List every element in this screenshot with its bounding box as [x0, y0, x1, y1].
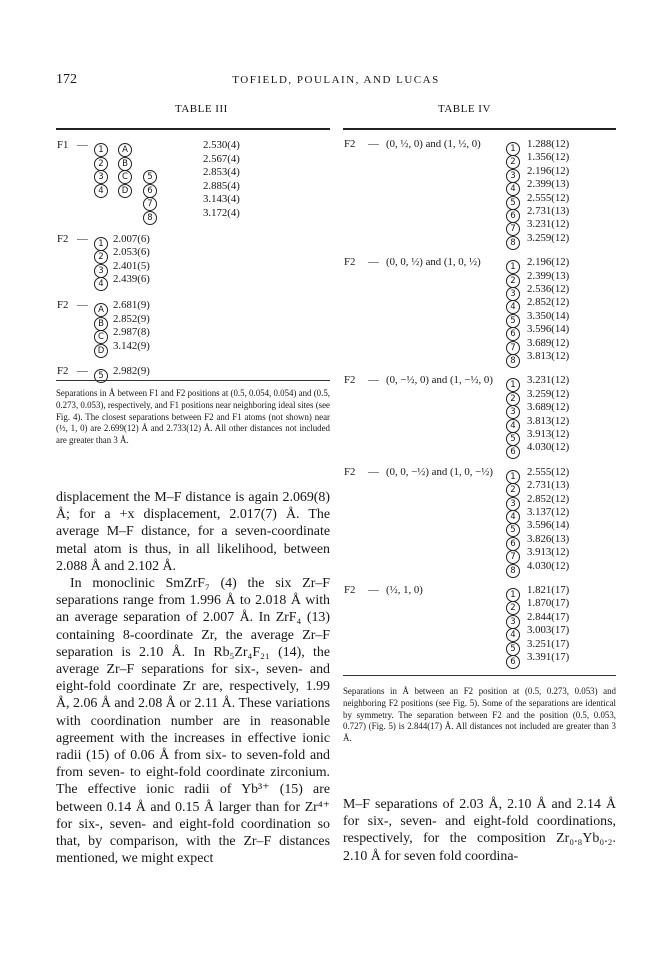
distance-value: 1.821(17)	[527, 584, 570, 596]
circled-label-2: 2	[506, 155, 520, 169]
table-row-label	[143, 207, 157, 225]
circled-label-c: C	[118, 170, 132, 184]
distance-value: 2.731(13)	[527, 479, 570, 492]
circled-label-5: 5	[506, 314, 520, 328]
position-label: (½, 1, 0)	[386, 584, 423, 596]
distance-value: 2.196(12)	[527, 164, 570, 177]
circled-label-3: 3	[506, 497, 520, 511]
distance-value: 3.172(4)	[203, 207, 240, 219]
distance-value: 2.844(17)	[527, 610, 570, 623]
circled-label-7: 7	[143, 197, 157, 211]
distance-value: 4.030(12)	[527, 441, 570, 454]
distance-value: 3.231(12)	[527, 218, 570, 231]
dash: —	[368, 584, 379, 596]
circled-label-3: 3	[506, 287, 520, 301]
circled-label-1: 1	[506, 260, 520, 274]
running-head: TOFIELD, POULAIN, AND LUCAS	[232, 74, 440, 86]
circled-label-5: 5	[506, 196, 520, 210]
distance-value: 2.885(4)	[203, 179, 240, 192]
distance-value: 3.596(14)	[527, 323, 570, 336]
dash: —	[77, 139, 88, 151]
distance-value: 3.142(9)	[113, 339, 150, 352]
distance-value: 1.870(17)	[527, 597, 570, 610]
table-row-label	[94, 273, 108, 291]
distance-value: 2.399(13)	[527, 269, 570, 282]
circled-label-7: 7	[506, 222, 520, 236]
circled-label-5: 5	[506, 432, 520, 446]
circled-label-8: 8	[506, 236, 520, 250]
right-paragraph-1: M–F separations of 2.03 Å, 2.10 Å and 2.14 Å for six-, seven- and eight-fold coordinations, respectively, for the composition Zr₀.₈Yb₀.₂. 2.10 Å for seven fold coordina-	[343, 797, 616, 864]
distance-value: 2.439(6)	[113, 273, 150, 286]
distance-value: 1.288(12)	[527, 138, 570, 150]
circled-label-7: 7	[506, 550, 520, 564]
distance-value: 3.689(12)	[527, 336, 570, 349]
distance-value: 3.813(12)	[527, 414, 570, 427]
table-iii-bottom-rule	[56, 380, 330, 381]
circled-label-6: 6	[143, 184, 157, 198]
table-iv-top-rule	[343, 128, 616, 130]
circled-label-1: 1	[506, 588, 520, 602]
circled-label-3: 3	[506, 405, 520, 419]
table-row-label	[506, 651, 520, 669]
circled-label-4: 4	[506, 628, 520, 642]
position-label: (0, 0, ½) and (1, 0, ½)	[386, 256, 481, 269]
distance-value: 3.350(14)	[527, 309, 570, 322]
atom-label: F2	[57, 232, 69, 245]
table-row-label	[94, 180, 108, 198]
distance-value: 3.137(12)	[527, 506, 570, 518]
circled-label-8: 8	[506, 564, 520, 578]
circled-label-3: 3	[506, 615, 520, 629]
circled-label-6: 6	[506, 537, 520, 551]
left-paragraph-2: In monoclinic SmZrF₇ (4) the six Zr–F separations range from 1.996 Å to 2.018 Å with an average separation of 2.007 Å. In ZrF₄ (13) containing 8-coordinate Zr, the average Zr–F separation is 2.10 Å. In Rb₅Zr₄F₂₁ (14), the average Zr–F separations for six-, seven- and eight-fold coordinate Zr are, respectively, 1.99 Å, 2.06 Å and 2.08 Å or 2.11 Å. These variations with coordination number are in reasonable agreement with the increases in effective ionic radii (15) of 0.06 Å from six- to seven-fold and from seven- to eight-fold coordinate zirconium. The effective ionic radii of Yb³⁺ (15) are between 0.14 Å and 0.15 Å larger than for Zr⁴⁺ for six-, seven- and eight-fold coordination so that, by comparison, with the Zr–F distances mentioned, we might expect	[56, 576, 330, 867]
distance-value: 3.913(12)	[527, 428, 570, 440]
atom-label: F2	[344, 256, 356, 269]
circled-label-b: B	[118, 157, 132, 171]
distance-value: 2.196(12)	[527, 256, 570, 269]
distance-value: 3.813(12)	[527, 350, 570, 362]
distance-value: 2.681(9)	[113, 299, 150, 311]
circled-label-a: A	[94, 303, 108, 317]
distance-value: 2.536(12)	[527, 283, 570, 295]
position-label: (0, 0, −½) and (1, 0, −½)	[386, 465, 493, 478]
circled-label-4: 4	[94, 277, 108, 291]
atom-label: F2	[344, 584, 356, 596]
distance-value: 2.555(12)	[527, 191, 570, 204]
circled-label-5: 5	[506, 523, 520, 537]
distance-value: 2.053(6)	[113, 246, 150, 259]
circled-label-3: 3	[94, 264, 108, 278]
circled-label-4: 4	[506, 300, 520, 314]
atom-label: F2	[344, 374, 356, 387]
circled-label-4: 4	[506, 510, 520, 524]
distance-value: 3.596(14)	[527, 519, 570, 532]
table-iv-title: TABLE IV	[438, 103, 491, 115]
distance-value: 2.852(12)	[527, 296, 570, 309]
distance-value: 2.852(12)	[527, 492, 570, 505]
circled-label-6: 6	[506, 209, 520, 223]
distance-value: 3.689(12)	[527, 401, 570, 414]
distance-value: 2.530(4)	[203, 139, 240, 151]
atom-label: F1	[57, 139, 69, 151]
dash: —	[368, 465, 379, 478]
distance-value: 3.913(12)	[527, 546, 570, 559]
distance-value: 3.003(17)	[527, 624, 570, 637]
left-column-text	[56, 489, 330, 867]
circled-label-1: 1	[506, 142, 520, 156]
table-row-label	[94, 340, 108, 358]
table-iii-top-rule	[56, 128, 330, 130]
distance-value: 2.731(13)	[527, 205, 570, 217]
circled-label-6: 6	[506, 327, 520, 341]
distance-value: 2.007(6)	[113, 232, 150, 245]
left-paragraph-1: displacement the M–F distance is again 2.069(8) Å; for a +x displacement, 2.017(7) Å. The average M–F distance, for a seven-coordinate metal atom is thus, in all likelihood, between 2.088 Å and 2.102 Å.	[56, 490, 330, 574]
circled-label-3: 3	[94, 170, 108, 184]
page-number: 172	[56, 72, 77, 87]
circled-label-4: 4	[94, 184, 108, 198]
distance-value: 3.231(12)	[527, 374, 570, 387]
circled-label-8: 8	[506, 354, 520, 368]
circled-label-1: 1	[94, 143, 108, 157]
circled-label-5: 5	[143, 170, 157, 184]
distance-value: 1.356(12)	[527, 151, 570, 164]
circled-label-7: 7	[506, 341, 520, 355]
table-row-label	[506, 232, 520, 250]
circled-label-1: 1	[94, 237, 108, 251]
circled-label-2: 2	[94, 250, 108, 264]
distance-value: 2.987(8)	[113, 326, 150, 339]
circled-label-6: 6	[506, 445, 520, 459]
circled-label-a: A	[118, 143, 132, 157]
distance-value: 2.567(4)	[203, 152, 240, 165]
distance-value: 2.401(5)	[113, 259, 150, 272]
dash: —	[77, 232, 88, 245]
circled-label-2: 2	[94, 157, 108, 171]
distance-value: 3.259(12)	[527, 231, 570, 244]
circled-label-6: 6	[506, 655, 520, 669]
circled-label-2: 2	[506, 274, 520, 288]
right-column-text	[343, 796, 616, 865]
atom-label: F2	[344, 465, 356, 478]
distance-value: 3.251(17)	[527, 637, 570, 650]
circled-label-2: 2	[506, 601, 520, 615]
dash: —	[77, 365, 88, 378]
circled-label-4: 4	[506, 182, 520, 196]
circled-label-b: B	[94, 317, 108, 331]
table-iii-title: TABLE III	[175, 103, 228, 115]
circled-label-d: D	[118, 184, 132, 198]
distance-value: 3.259(12)	[527, 387, 570, 400]
atom-label: F2	[57, 365, 69, 378]
circled-label-2: 2	[506, 483, 520, 497]
circled-label-5: 5	[506, 642, 520, 656]
atom-label: F2	[57, 299, 69, 311]
distance-value: 2.982(9)	[113, 365, 150, 378]
distance-value: 4.030(12)	[527, 559, 570, 572]
circled-label-1: 1	[506, 470, 520, 484]
table-row-label	[506, 560, 520, 578]
distance-value: 3.826(13)	[527, 532, 570, 545]
table-row-label	[118, 180, 132, 198]
circled-label-d: D	[94, 344, 108, 358]
dash: —	[368, 138, 379, 150]
circled-label-c: C	[94, 330, 108, 344]
circled-label-1: 1	[506, 378, 520, 392]
distance-value: 2.853(4)	[203, 166, 240, 179]
circled-label-8: 8	[143, 211, 157, 225]
circled-label-2: 2	[506, 392, 520, 406]
position-label: (0, ½, 0) and (1, ½, 0)	[386, 138, 481, 150]
distance-value: 2.555(12)	[527, 465, 570, 478]
circled-label-5: 5	[94, 369, 108, 383]
circled-label-3: 3	[506, 169, 520, 183]
dash: —	[77, 299, 88, 311]
table-iv-bottom-rule	[343, 675, 616, 676]
distance-value: 2.852(9)	[113, 312, 150, 325]
atom-label: F2	[344, 138, 356, 150]
table-iii-footnote: Separations in Å between F1 and F2 positions at (0.5, 0.054, 0.054) and (0.5, 0.273, 0.053), respectively, and F1 positions near neighboring ideal sites (see Fig. 4). The closest separations between F2 and F1 atoms (not shown) near (½, 1, 0) are 2.699(12) Å and 2.733(12) Å. All other distances not included are greater than 3 Å.	[56, 388, 330, 446]
distance-value: 3.143(4)	[203, 193, 240, 206]
distance-value: 2.399(13)	[527, 178, 570, 191]
table-iv-footnote: Separations in Å between an F2 position at (0.5, 0.273, 0.053) and neighboring F2 positions (see Fig. 5). Some of the separations are identical by symmetry. The separation between F2 and the position (0.5, 0.053, 0.727) (Fig. 5) is 2.844(17) Å. All distances not included are greater than 3 Å.	[343, 686, 616, 744]
table-row-label	[506, 441, 520, 459]
distance-value: 3.391(17)	[527, 651, 570, 663]
circled-label-4: 4	[506, 419, 520, 433]
dash: —	[368, 374, 379, 387]
dash: —	[368, 256, 379, 269]
position-label: (0, −½, 0) and (1, −½, 0)	[386, 374, 493, 387]
table-row-label	[506, 350, 520, 368]
